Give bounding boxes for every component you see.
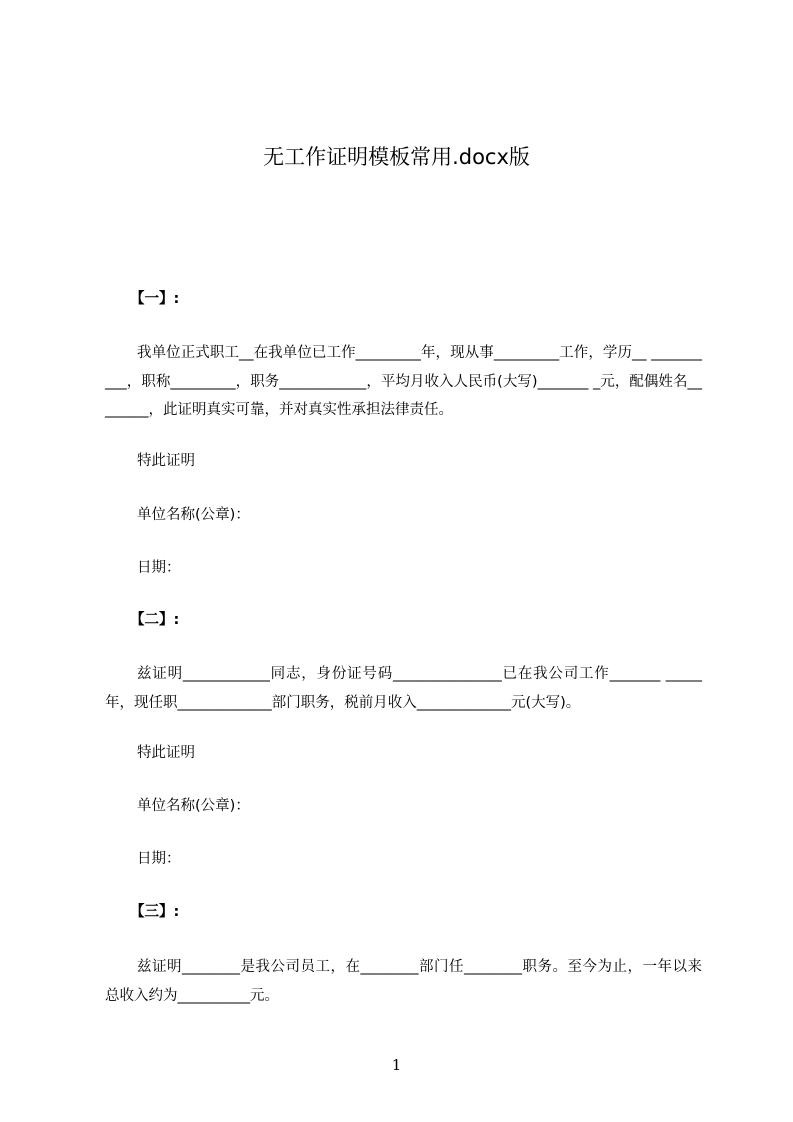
document-title: 无工作证明模板常用.docx版: [263, 145, 530, 169]
section-2-closing: 特此证明: [137, 745, 195, 761]
section-3-body: 兹证明________是我公司员工，在________部门任________职务。至今为止，一年以来总收入约为__________元。: [105, 959, 702, 1004]
section-3-heading: 【三】:: [130, 904, 180, 920]
section-1-body: 我单位正式职工__在我单位已工作_________年，现从事_________工作，学历__ __________，职称_________，职务____________，平均月收入人民币(大写)_______ _元，配偶姓名________，此证明真实可靠，并对真实性承担法律责任。: [105, 345, 702, 418]
section-1-heading: 【一】:: [130, 291, 180, 307]
section-1-date: 日期：: [137, 560, 181, 576]
page-number: 1: [391, 1056, 402, 1074]
section-1-unit-name: 单位名称(公章)：: [137, 507, 250, 523]
section-2-heading: 【二】:: [130, 612, 180, 628]
section-2-body: 兹证明____________同志，身份证号码_______________已在我公司工作_______ _____年，现任职_____________部门职务，税前月收入_____________元(大写)。: [105, 666, 702, 711]
section-1-closing: 特此证明: [137, 453, 195, 469]
section-2-date: 日期：: [137, 851, 181, 867]
section-2-unit-name: 单位名称(公章)：: [137, 798, 250, 814]
